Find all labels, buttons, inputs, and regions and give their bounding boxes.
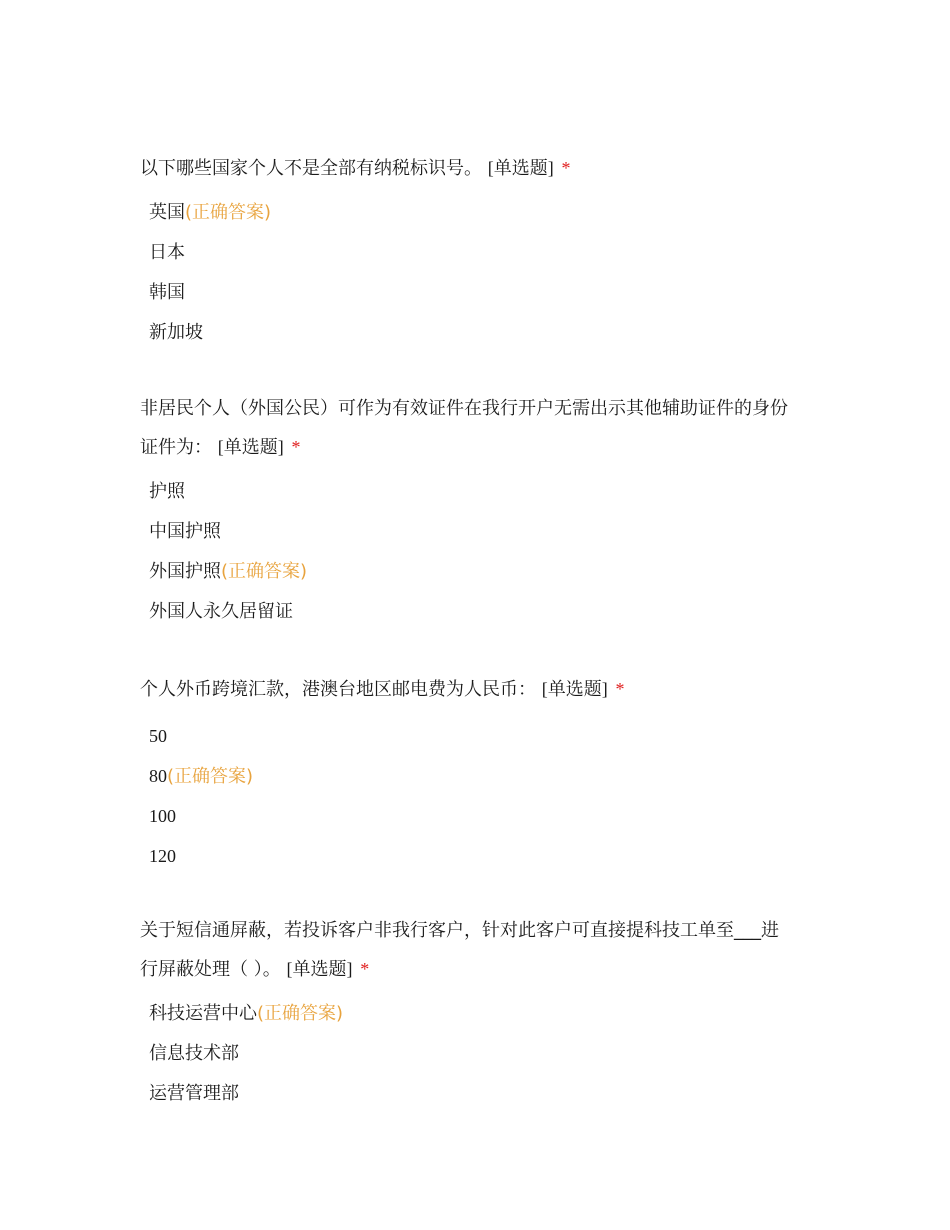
question-text-line-1: 关于短信通屏蔽，若投诉客户非我行客户，针对此客户可直接提科技工单至___进 (140, 920, 779, 941)
option-item (140, 796, 820, 836)
required-marker: * (360, 959, 370, 979)
question-text: 个人外币跨境汇款，港澳台地区邮电费为人民币： (140, 679, 536, 700)
option-label: 80 (149, 766, 167, 786)
option-item (140, 756, 820, 796)
option-item (140, 472, 820, 512)
question-text-line-2: 行屏蔽处理（ ）。 (140, 959, 281, 980)
question-type-tag: [单选题] (217, 437, 284, 457)
option-list (140, 193, 820, 353)
question-text: 以下哪些国家个人不是全部有纳税标识号。 (140, 158, 482, 179)
option-label: 信息技术部 (149, 1043, 239, 1064)
option-label: 科技运营中心 (149, 1003, 257, 1024)
option-item (140, 836, 820, 876)
option-item (140, 193, 820, 233)
option-list (140, 472, 820, 632)
question-4 (140, 912, 820, 1114)
option-item (140, 313, 820, 353)
question-title (140, 149, 820, 188)
option-label: 50 (149, 726, 167, 746)
question-title (140, 390, 820, 467)
option-label: 120 (149, 846, 176, 866)
question-title (140, 912, 820, 989)
option-label: 新加坡 (149, 322, 203, 343)
required-marker: * (291, 437, 301, 457)
question-type-tag: [单选题] (541, 679, 608, 699)
question-type-tag: [单选题] (487, 158, 554, 178)
question-3 (140, 670, 820, 876)
option-label: 英国 (149, 202, 185, 223)
option-item (140, 1034, 820, 1074)
option-label: 外国人永久居留证 (149, 601, 293, 622)
correct-answer-tag: (正确答案) (221, 561, 308, 582)
option-label: 日本 (149, 242, 185, 263)
correct-answer-tag: (正确答案) (167, 766, 254, 787)
option-list (140, 716, 820, 876)
option-item (140, 716, 820, 756)
option-item (140, 233, 820, 273)
option-label: 100 (149, 806, 176, 826)
option-item (140, 592, 820, 632)
option-item (140, 512, 820, 552)
option-label: 韩国 (149, 282, 185, 303)
correct-answer-tag: (正确答案) (185, 202, 272, 223)
option-item (140, 273, 820, 313)
question-type-tag: [单选题] (286, 959, 353, 979)
option-label: 护照 (149, 481, 185, 502)
option-list (140, 994, 820, 1114)
question-title (140, 670, 820, 709)
option-item (140, 552, 820, 592)
question-2 (140, 390, 820, 632)
option-label: 中国护照 (149, 521, 221, 542)
correct-answer-tag: (正确答案) (257, 1003, 344, 1024)
option-label: 运营管理部 (149, 1083, 239, 1104)
option-item (140, 994, 820, 1034)
question-text-line-1: 非居民个人（外国公民）可作为有效证件在我行开户无需出示其他辅助证件的身份 (140, 398, 788, 419)
option-item (140, 1074, 820, 1114)
question-text-line-2: 证件为： (140, 437, 212, 458)
option-label: 外国护照 (149, 561, 221, 582)
required-marker: * (561, 158, 571, 178)
required-marker: * (615, 679, 625, 699)
question-1 (140, 149, 820, 353)
